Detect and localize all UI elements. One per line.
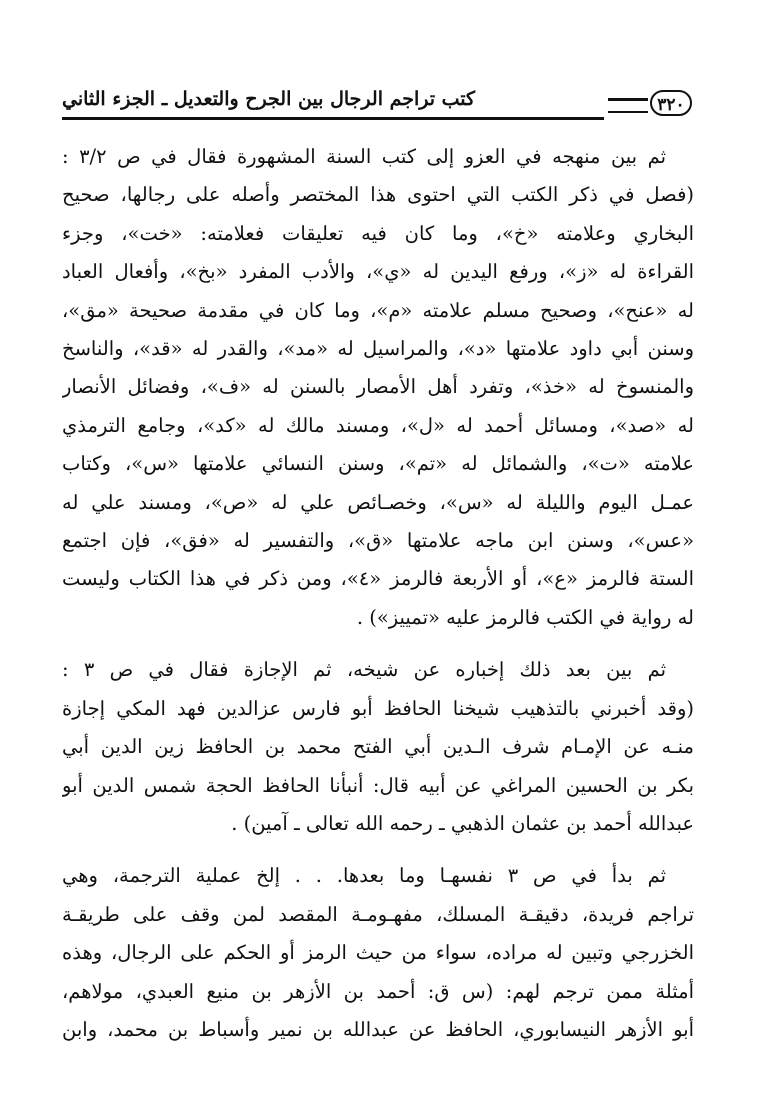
- page-header: [62, 84, 694, 124]
- text-line: ثم بدأ في ص ٣ نفسهـا وما بعدها. . . إلخ عملية الترجمة، وهي: [62, 864, 666, 888]
- ornament-rule: [608, 98, 648, 113]
- header-rule: [62, 117, 604, 120]
- text-line: الستة فالرمز «ع»، أو الأربعة فالرمز «٤»، ومن ذكر في هذا الكتاب وليست: [62, 567, 694, 591]
- page-body: [62, 138, 694, 1049]
- text-line: عبدالله أحمد بن عثمان الذهبي ـ رحمه الله تعالى ـ آمين) .: [231, 811, 694, 835]
- text-line: وسنن أبي داود علامتها «د»، والمراسيل له «مد»، والقدر له «قد»، والناسخ: [62, 337, 694, 361]
- text-line: تراجم فريدة، دقيقـة المسلك، مفهـومـة المقصد لمن وقف على طريقـة: [62, 902, 694, 926]
- running-title: كتب تراجم الرجال بين الجرح والتعديل ـ الجزء الثاني: [62, 88, 476, 110]
- text-line: أمثلة ممن ترجم لهم: (س ق: أحمد بن الأزهر بن منيع العبدي، مولاهم،: [62, 979, 694, 1003]
- text-line: عمـل اليوم والليلة له «س»، وخصـائص علي له «ص»، ومسند علي له: [62, 490, 694, 514]
- paragraph-3: [62, 857, 694, 1049]
- page-number: ٣٢٠: [650, 90, 692, 116]
- text-line: «عس»، وسنن ابن ماجه علامتها «ق»، والتفسير له «فق»، فإن اجتمع: [62, 529, 694, 553]
- text-line: منـه عن الإمـام شرف الـدين أبي الفتح محمد بن الحافظ زين الدين أبي: [62, 735, 694, 759]
- text-line: بكر بن الحسين المراغي عن أبيه قال: أنبأنا الحافظ الحجة شمس الدين أبو: [62, 773, 694, 797]
- text-line: له «صد»، ومسائل أحمد له «ل»، ومسند مالك له «كد»، وجامع الترمذي: [62, 413, 694, 437]
- paragraph-2: [62, 651, 694, 843]
- text-line: الخزرجي وتبين له مراده، سواء من حيث الرمز أو الحكم على الرجال، وهذه: [62, 941, 694, 965]
- text-line: القراءة له «ز»، ورفع اليدين له «ي»، والأدب المفرد «بخ»، وأفعال العباد: [62, 260, 694, 284]
- text-line: ثم بين منهجه في العزو إلى كتب السنة المشهورة فقال في ص ٣/٢ :: [62, 145, 666, 168]
- text-line: علامته «ت»، والشمائل له «تم»، وسنن النسائي علامتها «س»، وكتاب: [62, 452, 694, 476]
- text-line: ثم بين بعد ذلك إخباره عن شيخه، ثم الإجازة فقال في ص ٣ :: [62, 658, 666, 682]
- text-line: له رواية في الكتب فالرمز عليه «تمييز») .: [356, 605, 694, 629]
- text-line: أبو الأزهر النيسابوري، الحافظ عن عبدالله بن نمير وأسباط بن محمد، وابن: [62, 1017, 694, 1041]
- page-number-ornament: [610, 90, 692, 118]
- text-line: والمنسوخ له «خذ»، وتفرد أهل الأمصار بالسنن له «ف»، وفضائل الأنصار: [62, 375, 694, 399]
- text-line: البخاري وعلامته «خ»، وما كان فيه تعليقات فعلامته: «خت»، وجزء: [62, 221, 694, 245]
- text-line: (فصل في ذكر الكتب التي احتوى هذا المختصر وأصله على رجالها، صحيح: [62, 183, 694, 207]
- paragraph-1: [62, 138, 694, 637]
- text-line: (وقد أخبرني بالتذهيب شيخنا الحافظ أبو فارس عزالدين فهد المكي إجازة: [62, 696, 694, 720]
- text-line: له «عنح»، وصحيح مسلم علامته «م»، وما كان في مقدمة صحيحة «مق»،: [62, 298, 694, 322]
